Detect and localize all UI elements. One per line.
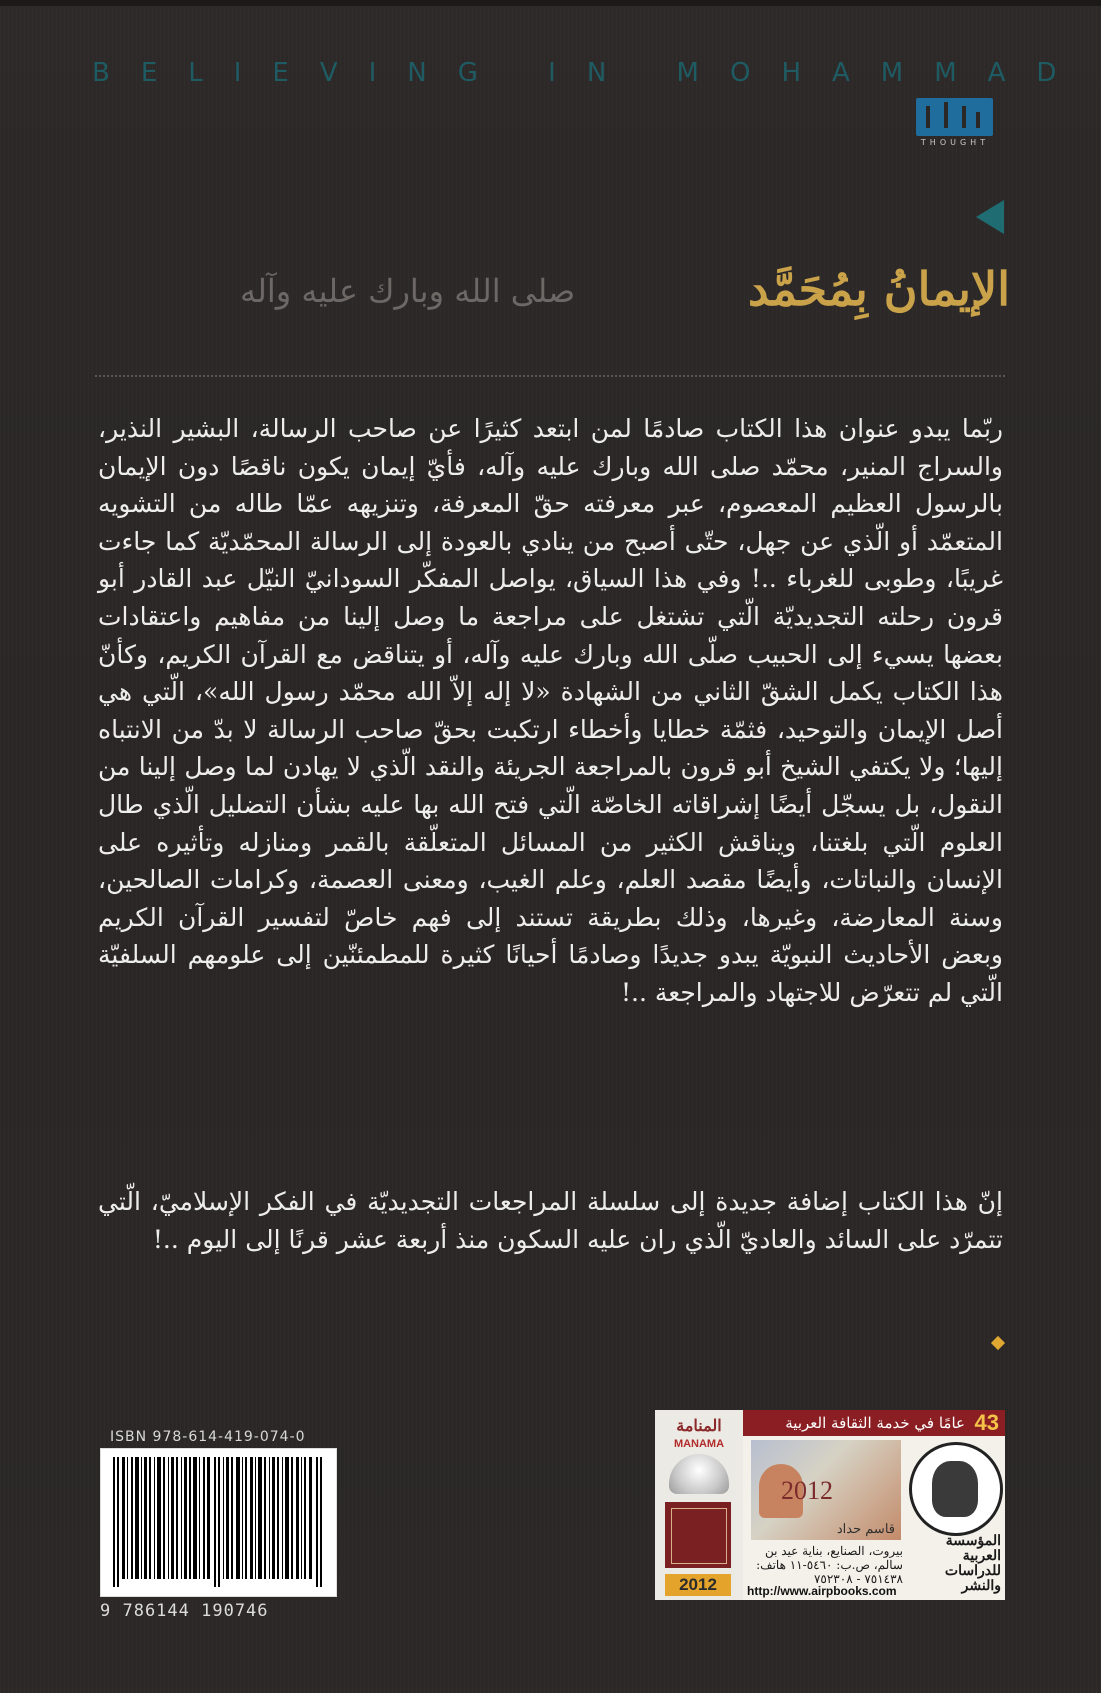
publisher-logo [909, 1442, 1003, 1536]
lion-emblem-icon [932, 1461, 978, 1517]
barcode-bars [113, 1457, 323, 1587]
manama-arabic: المنامة [676, 1416, 722, 1435]
divider [95, 375, 1005, 377]
manama-english: MANAMA [673, 1438, 725, 1450]
series-title: BELIEVING IN MOHAMMAD [92, 58, 1088, 88]
anniversary-band [743, 1410, 1005, 1436]
manama-year: 2012 [665, 1574, 731, 1596]
manama-logo [655, 1410, 743, 1600]
poster-name: قاسم حداد [836, 1522, 895, 1537]
triangle-left-icon [976, 200, 1004, 234]
blurb-paragraph-1: ربّما يبدو عنوان هذا الكتاب صادمًا لمن ابتعد كثيرًا عن صاحب الرسالة، البشير النذير، والسراج المنير، محمّد صلى الله وبارك عليه وآله، فأيّ إيمان يكون ناقصًا دون الإيمان بالرسول العظيم المعصوم، عبر معرفته حقّ المعرفة، وتنزيهه عمّا طاله من التشويه المتعمّد أو الّذي عن جهل، حتّى أصبح من ينادي بالعودة إلى الرسالة المحمّديّة كما جاءت غريبًا، وطوبى للغرباء ..! وفي هذا السياق، يواصل المفكّر السودانيّ النيّل عبد القادر أبو قرون رحلته التجديديّة الّتي تشتغل على مراجعة ما وصل إلينا من مفاهيم واعتقادات بعضها يسيء إلى الحبيب صلّى الله وبارك عليه وآله، أو يتناقض مع القرآن الكريم، وكأنّ هذا الكتاب يكمل الشقّ الثاني من الشهادة «لا إله إلاّ الله محمّد رسول الله»، الّتي هي أصل الإيمان والتوحيد، فثمّة خطايا وأخطاء ارتكبت بحقّ صاحب الرسالة لا بدّ من الانتباه إليها؛ ولا يكتفي الشيخ أبو قرون بالمراجعة الجريئة والنقد الّذي لا يهادن لما وصل إلينا من النقول، بل يسجّل أيضًا إشراقاته الخاصّة الّتي فتح الله بها عليه بشأن التضليل الّذي طال العلوم الّتي بلغتنا، ويناقش الكثير من المسائل المتعلّقة بالقمر ومنازله وتأثيره على الإنسان والنباتات، وأيضًا مقصد العلم، وعلم الغيب، ومعنى العصمة، وكرامات الصالحين، وسنة المعارضة، وغيرها، وذلك بطريقة تستند إلى فهم خاصّ لتفسير القرآن الكريم وبعض الأحاديث النبويّة يبدو جديدًا وصادمًا أحيانًا كثيرة للمطمئنّين إلى علومهم السلفيّة الّتي لم تتعرّض للاجتهاد والمراجعة ..! [98, 414, 1004, 1007]
poster-image [751, 1440, 901, 1540]
book-title [240, 262, 1010, 342]
publisher-name: المؤسسة العربية للدراسات والنشر [944, 1533, 1001, 1594]
title-blessing: صلى الله وبارك عليه وآله [240, 272, 576, 310]
calligraphy-emblem-icon [665, 1502, 731, 1568]
barcode [100, 1448, 337, 1597]
publisher-address: بيروت، الصنايع، بناية عيد بن سالم، ص.ب: ٥٤٦٠-١١ هاتف: ٧٥١٤٣٨ - ٧٥٢٣٠٨ [756, 1544, 903, 1586]
publisher-url: http://www.airpbooks.com [747, 1584, 897, 1598]
poster-year: 2012 [781, 1476, 833, 1505]
logo-label: THOUGHT [920, 138, 990, 147]
ean-number: 9 786144 190746 [100, 1601, 269, 1621]
nahj-logo-icon [909, 98, 1001, 154]
isbn-label: ISBN 978-614-419-074-0 [110, 1429, 306, 1445]
logo-mark [916, 98, 993, 136]
blurb-paragraph-2: إنّ هذا الكتاب إضافة جديدة إلى سلسلة المراجعات التجديديّة في الفكر الإسلاميّ، الّتي تتمرّد على السائد والعاديّ الّذي ران عليه السكون منذ أربعة عشر قرنًا إلى اليوم ..! [98, 1187, 1003, 1254]
anniversary-number: 43 [974, 1410, 999, 1435]
anniversary-text: عامًا في خدمة الثقافة العربية [785, 1414, 965, 1432]
pearl-shell-icon [669, 1454, 729, 1494]
top-edge [0, 0, 1101, 6]
publisher-panel [655, 1410, 1005, 1600]
diamond-bullet-icon [991, 1336, 1005, 1350]
title-main: الإيمانُ بِمُحَمَّد [747, 262, 1010, 316]
